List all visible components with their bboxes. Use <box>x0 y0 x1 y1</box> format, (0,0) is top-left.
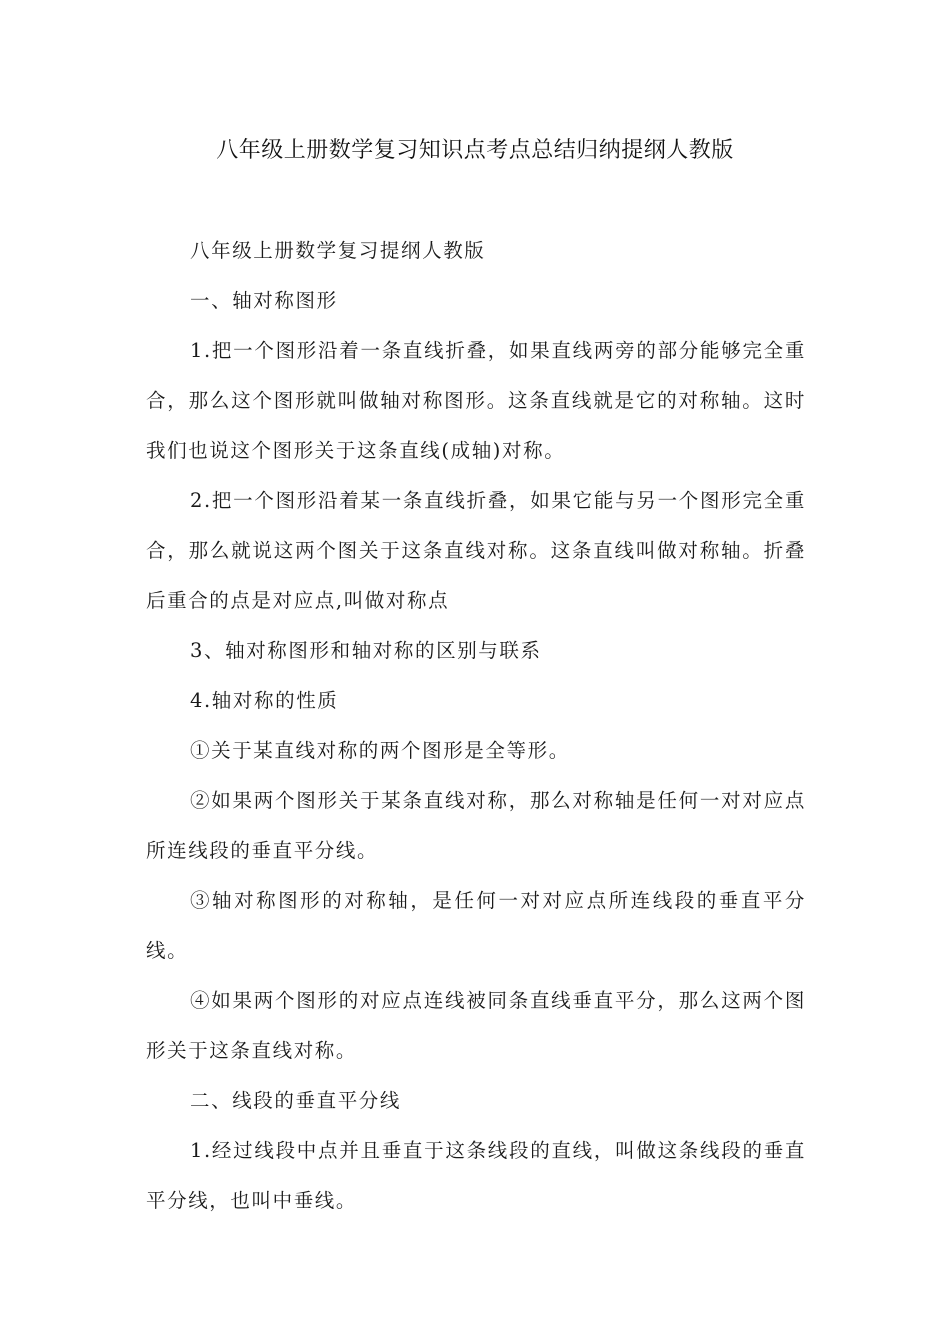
body-paragraph: ①关于某直线对称的两个图形是全等形。 <box>190 739 570 762</box>
body-paragraph: ④如果两个图形的对应点连线被同条直线垂直平分，那么这两个图形关于这条直线对称。 <box>146 989 806 1062</box>
subtitle-paragraph: 八年级上册数学复习提纲人教版 <box>190 239 486 262</box>
body-paragraph: 1.经过线段中点并且垂直于这条线段的直线，叫做这条线段的垂直平分线，也叫中垂线。 <box>146 1139 806 1212</box>
document-body <box>146 226 806 1226</box>
body-paragraph: 3、轴对称图形和轴对称的区别与联系 <box>190 639 542 662</box>
body-paragraph: 2.把一个图形沿着某一条直线折叠，如果它能与另一个图形完全重合，那么就说这两个图关于这条直线对称。这条直线叫做对称轴。折叠后重合的点是对应点,叫做对称点 <box>146 489 806 612</box>
body-paragraph: ③轴对称图形的对称轴，是任何一对对应点所连线段的垂直平分线。 <box>146 889 806 962</box>
section-heading-2: 二、线段的垂直平分线 <box>190 1089 402 1112</box>
body-paragraph: ②如果两个图形关于某条直线对称，那么对称轴是任何一对对应点所连线段的垂直平分线。 <box>146 789 806 862</box>
section-heading-1: 一、轴对称图形 <box>190 289 338 312</box>
body-paragraph: 4.轴对称的性质 <box>190 689 339 712</box>
document-title: 八年级上册数学复习知识点考点总结归纳提纲人教版 <box>216 138 734 163</box>
body-paragraph: 1.把一个图形沿着一条直线折叠，如果直线两旁的部分能够完全重合，那么这个图形就叫做轴对称图形。这条直线就是它的对称轴。这时我们也说这个图形关于这条直线(成轴)对称。 <box>146 339 806 462</box>
